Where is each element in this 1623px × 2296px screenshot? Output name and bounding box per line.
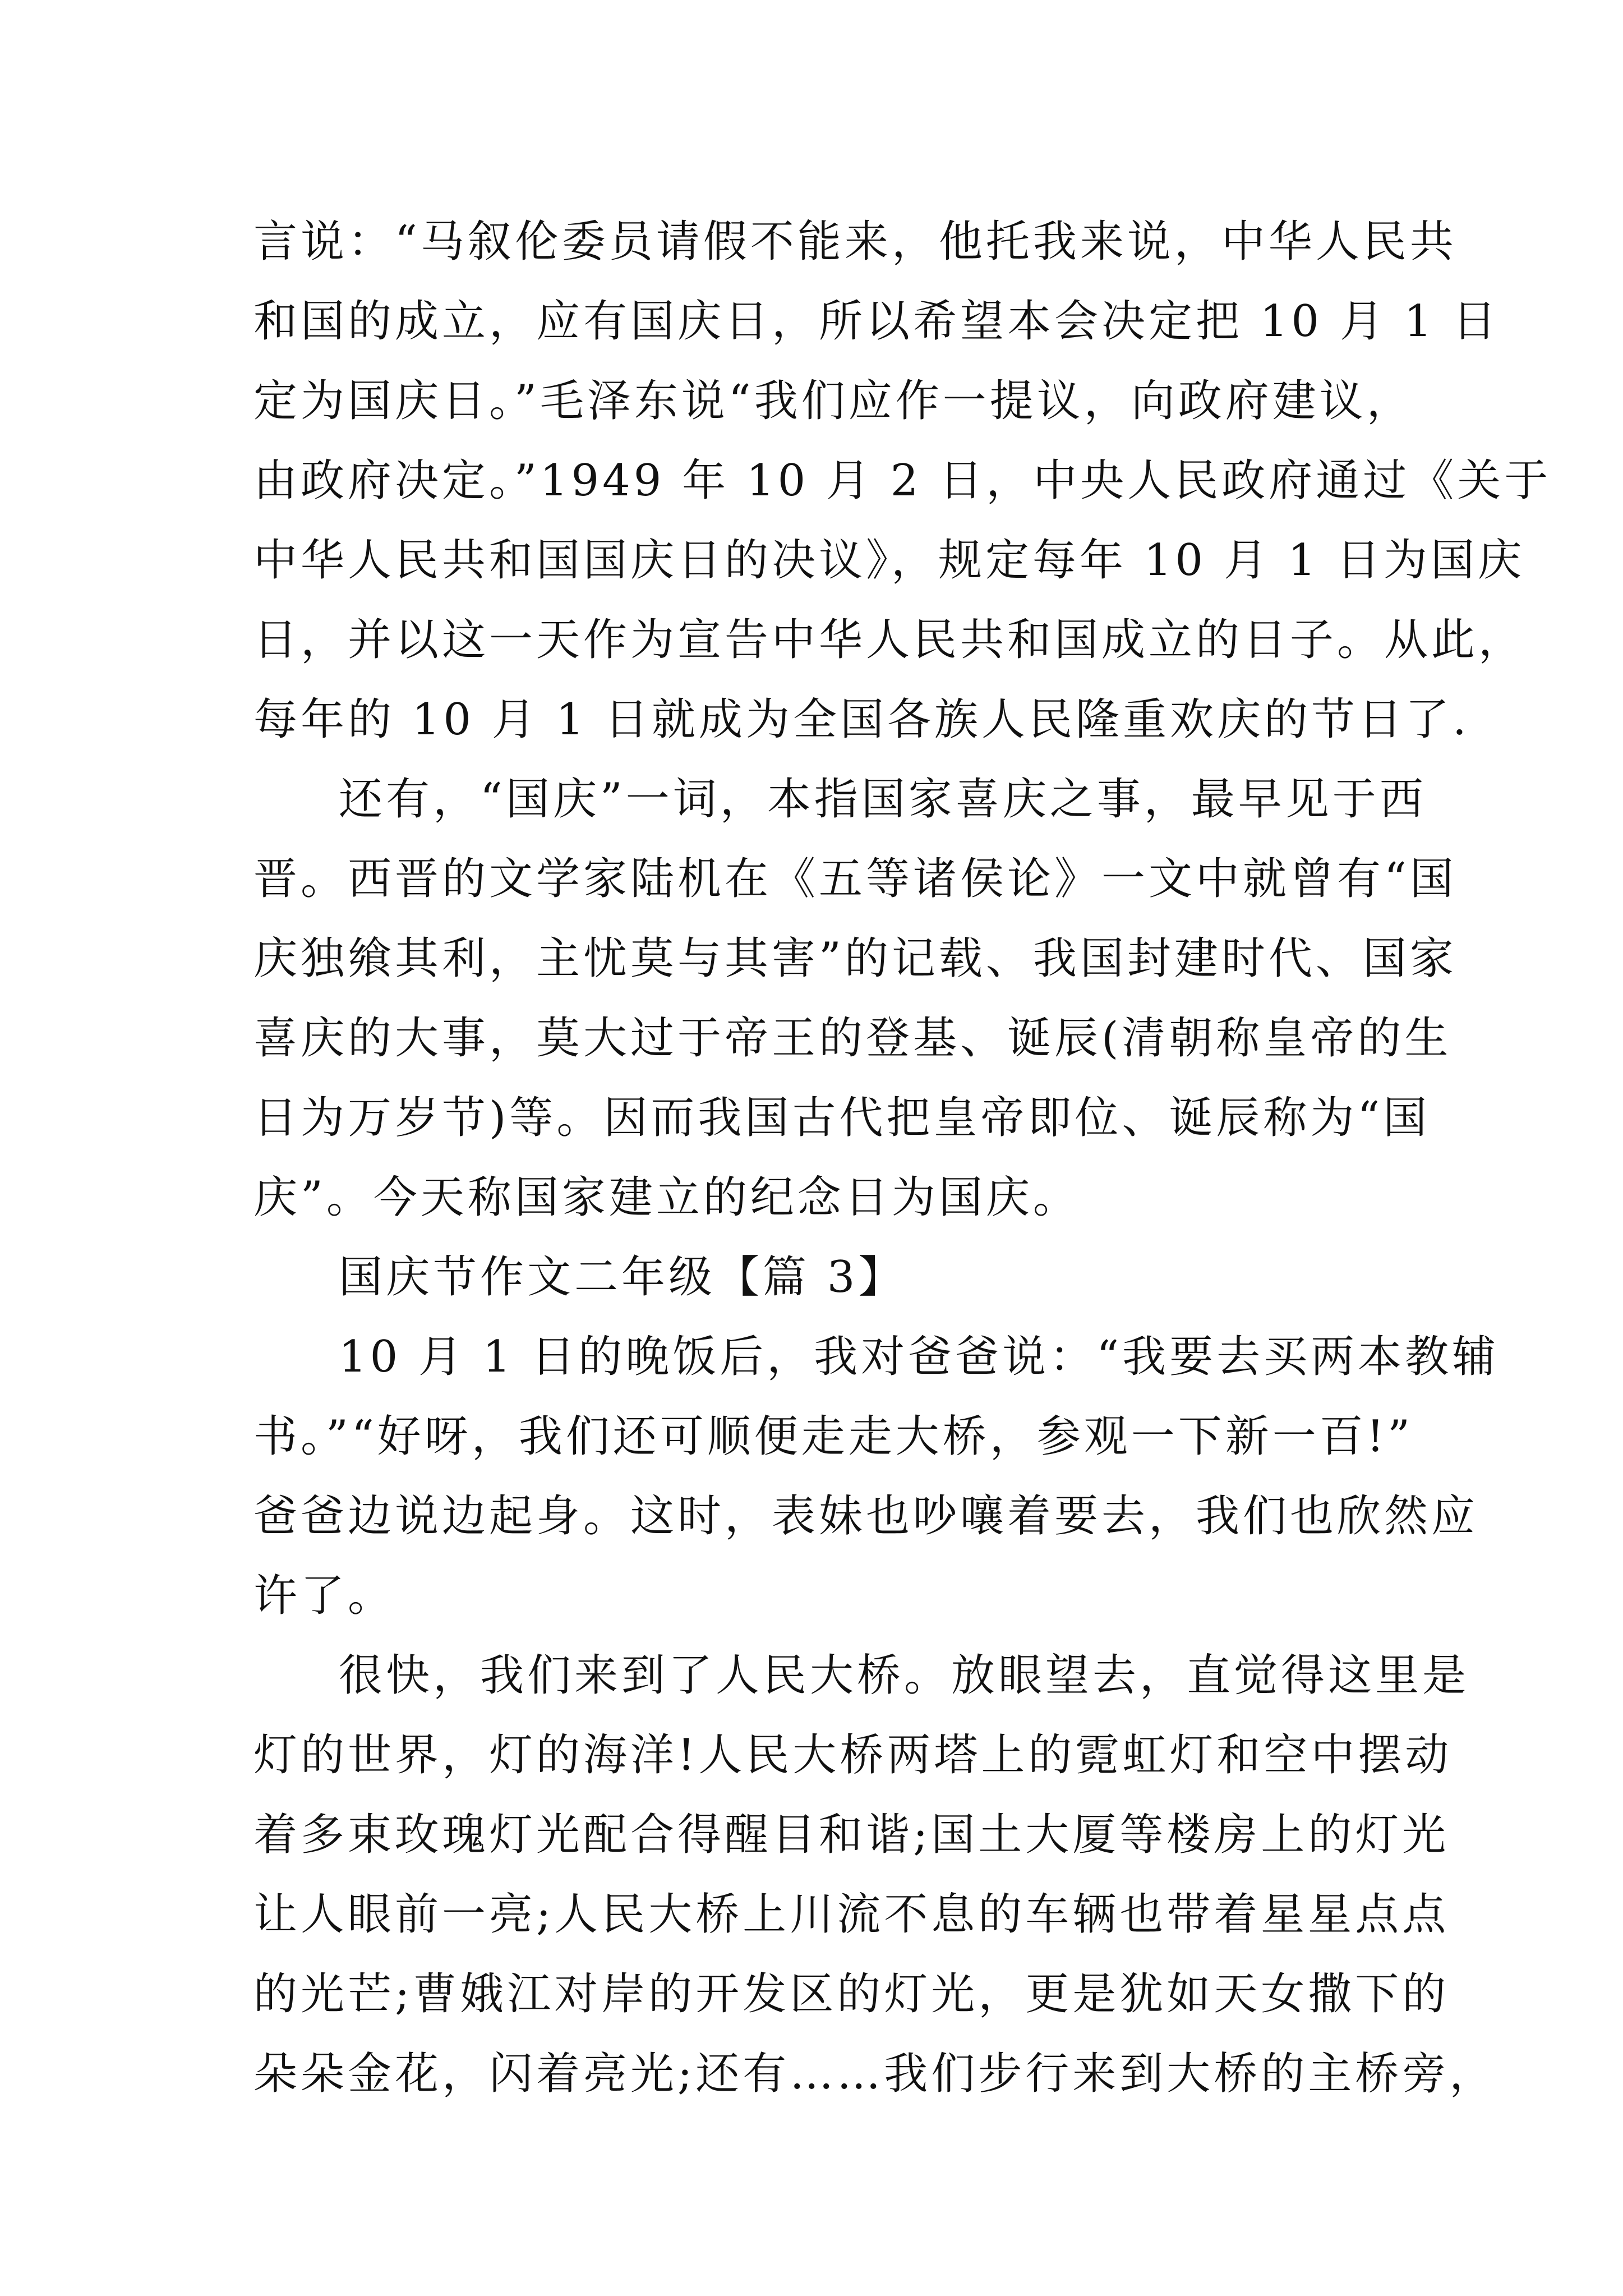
text-line: 10 月 1 日的晚饭后，我对爸爸说：“我要去买两本教辅 (339, 1332, 1500, 1382)
text-line: 书。”“好呀，我们还可顺便走走大桥，参观一下新一百!” (253, 1411, 1413, 1462)
text-line: 中华人民共和国国庆日的决议》，规定每年 10 月 1 日为国庆 (253, 535, 1525, 586)
text-line: 和国的成立，应有国庆日，所以希望本会决定把 10 月 1 日 (253, 296, 1500, 347)
text-line: 喜庆的大事，莫大过于帝王的登基、诞辰(清朝称皇帝的生 (253, 1013, 1452, 1064)
text-line: 很快，我们来到了人民大桥。放眼望去，直觉得这里是 (339, 1650, 1470, 1701)
text-line: 定为国庆日。”毛泽东说“我们应作一提议，向政府建议， (253, 376, 1414, 426)
text-line: 爸爸边说边起身。这时，表妹也吵嚷着要去，我们也欣然应 (253, 1491, 1479, 1542)
text-line: 还有，“国庆”一词，本指国家喜庆之事，最早见于西 (339, 774, 1427, 825)
text-line: 朵朵金花，闪着亮光;还有……我们步行来到大桥的主桥旁， (253, 2049, 1497, 2099)
text-line: 日，并以这一天作为宣告中华人民共和国成立的日子。从此， (253, 615, 1526, 665)
document-body (253, 202, 1552, 2114)
text-line: 灯的世界，灯的海洋!人民大桥两塔上的霓虹灯和空中摆动 (253, 1730, 1453, 1780)
text-line: 每年的 10 月 1 日就成为全国各族人民隆重欢庆的节日了. (253, 694, 1470, 745)
text-line: 由政府决定。”1949 年 10 月 2 日，中央人民政府通过《关于 (253, 455, 1552, 506)
text-line: 庆独飨其利，主忧莫与其害”的记载、我国封建时代、国家 (253, 933, 1457, 984)
text-line: 言说：“马叙伦委员请假不能来，他托我来说，中华人民共 (253, 217, 1457, 267)
text-line: 许了。 (253, 1571, 395, 1621)
text-line: 日为万岁节)等。因而我国古代把皇帝即位、诞辰称为“国 (253, 1093, 1431, 1143)
text-line: 让人眼前一亮;人民大桥上川流不息的车辆也带着星星点点 (253, 1889, 1450, 1940)
text-line: 着多束玫瑰灯光配合得醒目和谐;国土大厦等楼房上的灯光 (253, 1810, 1450, 1860)
text-line: 晋。西晋的文学家陆机在《五等诸侯论》一文中就曾有“国 (253, 854, 1457, 904)
text-line: 庆”。今天称国家建立的纪念日为国庆。 (253, 1172, 1080, 1223)
section-heading: 国庆节作文二年级【篇 3】 (339, 1252, 906, 1303)
text-line: 的光芒;曹娥江对岸的开发区的灯光，更是犹如天女撒下的 (253, 1969, 1450, 2019)
